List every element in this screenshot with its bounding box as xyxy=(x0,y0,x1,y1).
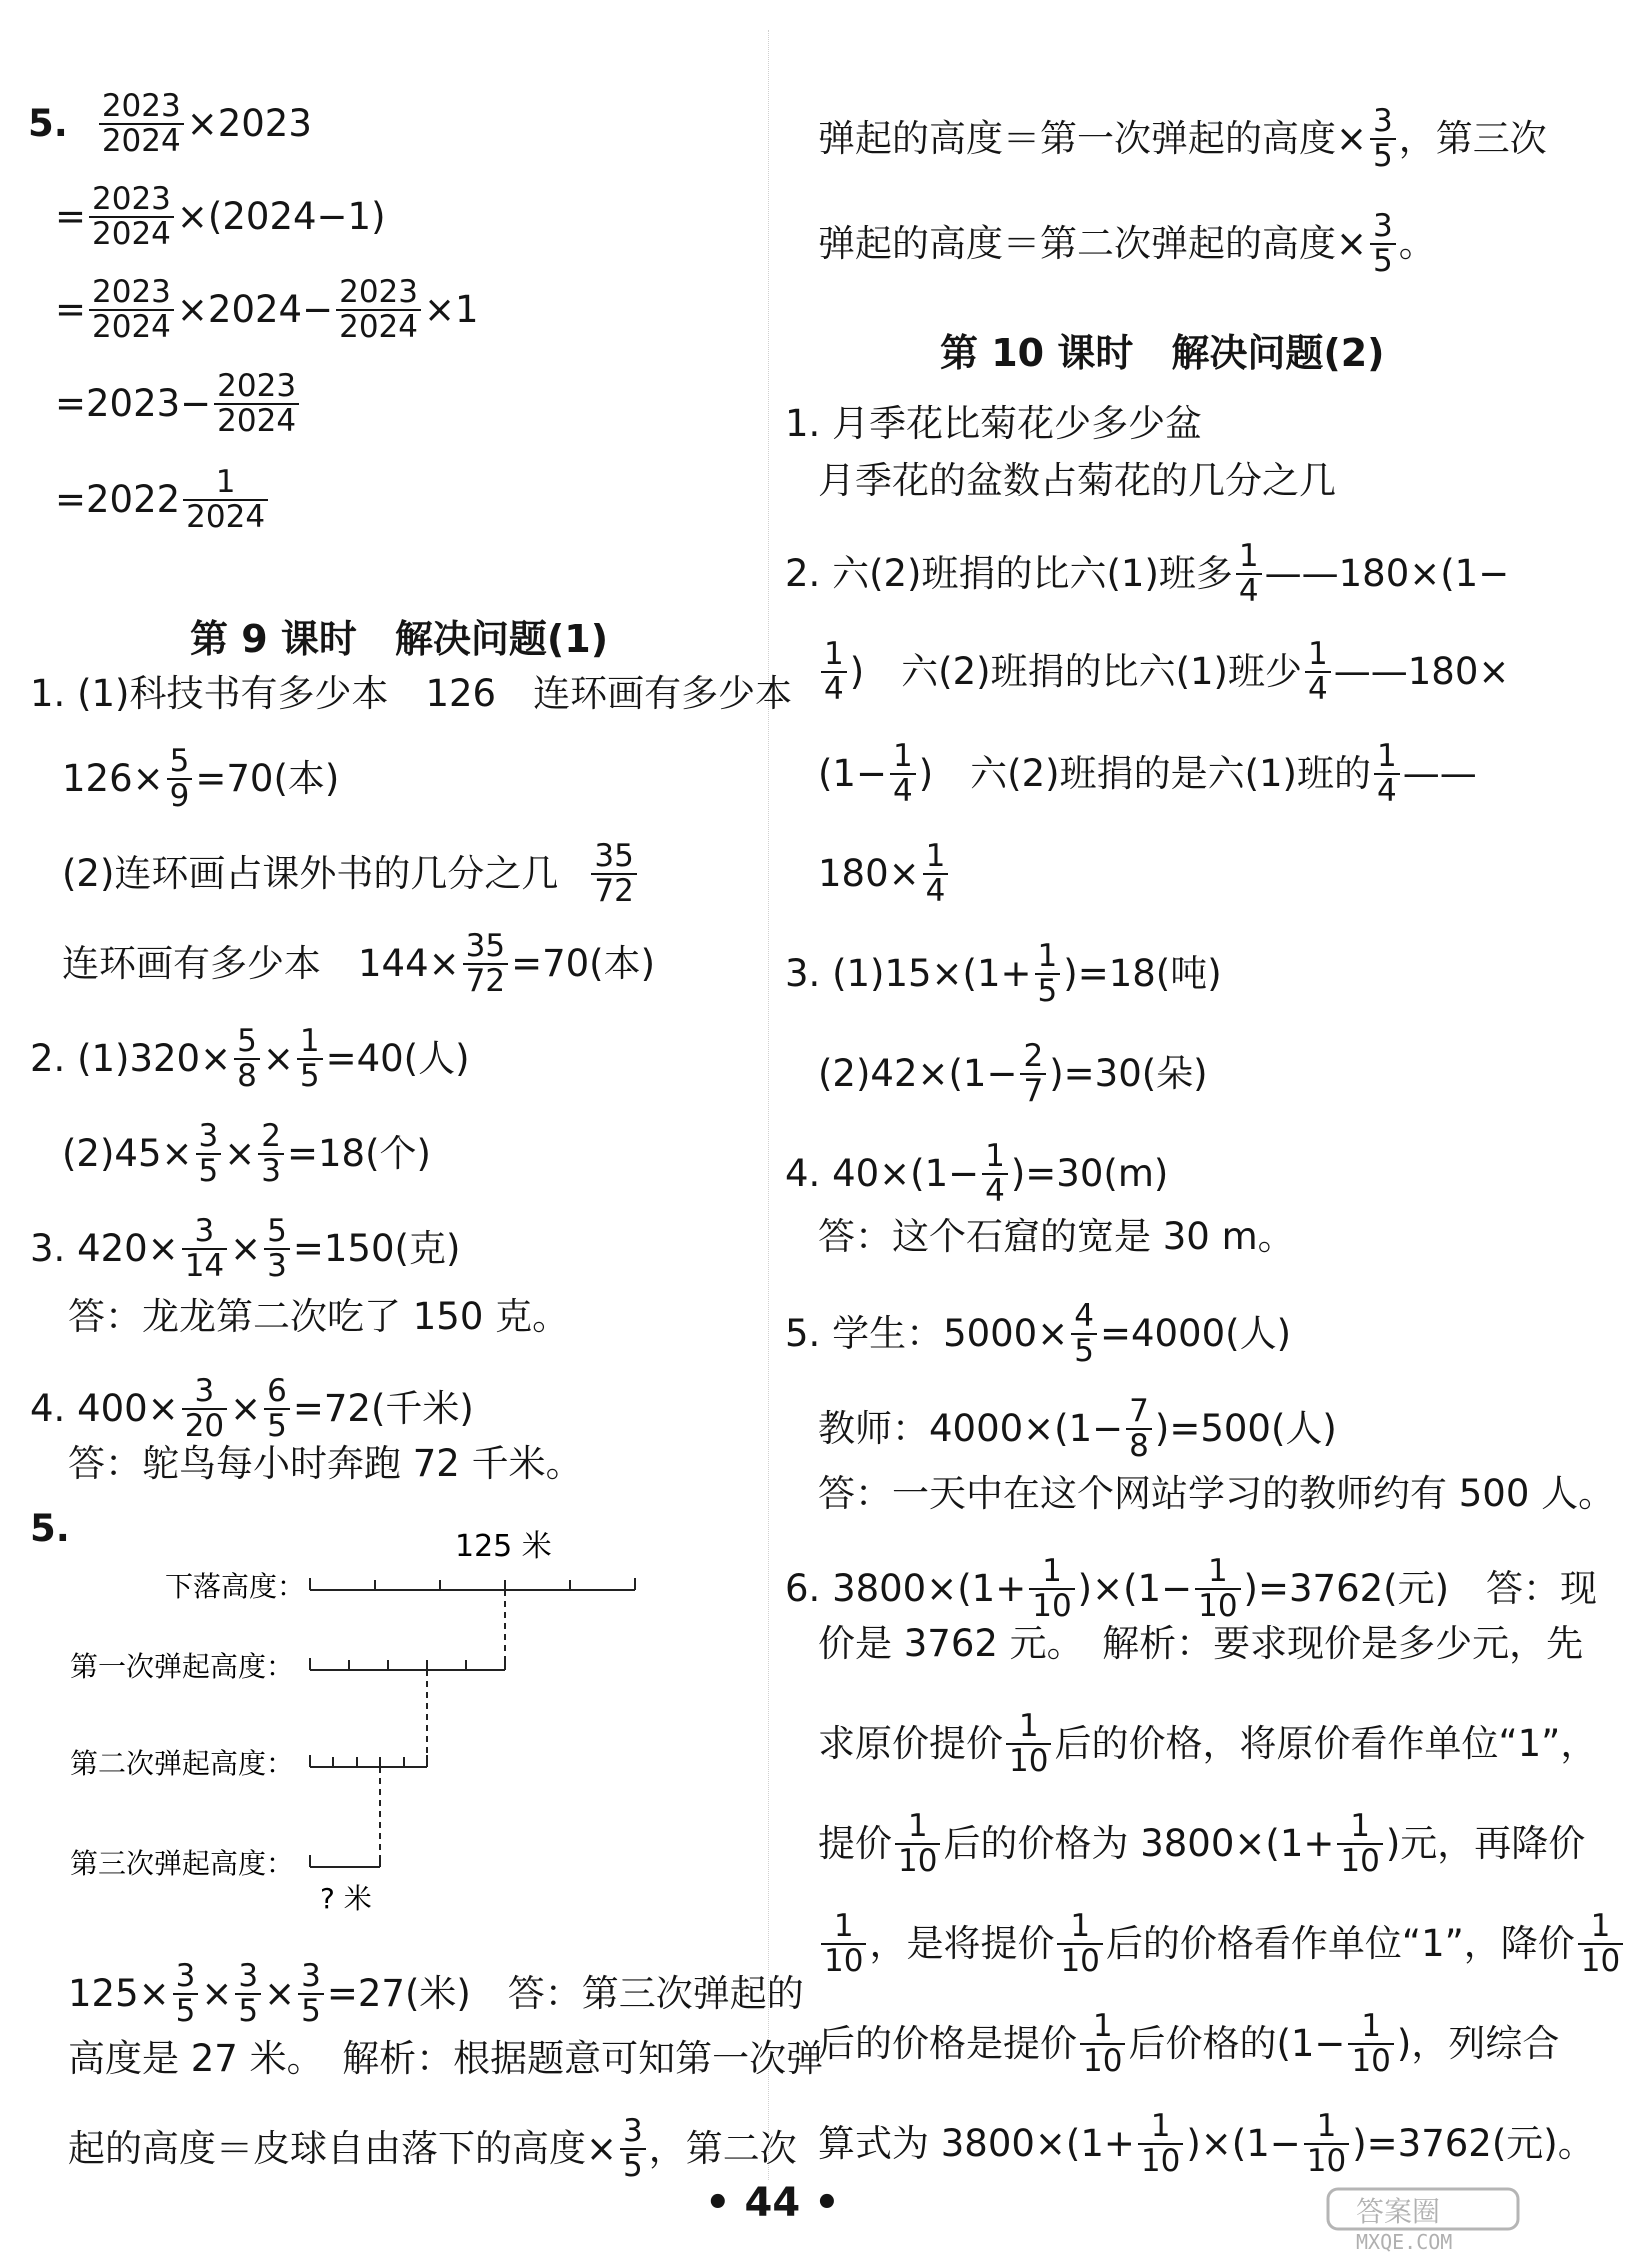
bounce-height-diagram xyxy=(70,1529,670,1915)
l9-q5-number: 5. xyxy=(30,1507,70,1550)
bounce-diagram-svg xyxy=(70,1529,670,1915)
column-divider xyxy=(768,30,769,2180)
l9-q2-line-1: 2. (1)320× $\frac{5}{8}$ × $\frac{1}{5}$ =40(人) xyxy=(30,1023,470,1094)
third-bounce-segment xyxy=(310,1855,380,1867)
l10-q2-line-1: 2. 六(2)班捐的比六(1)班多 1 4 ——180×(1− xyxy=(785,538,1510,609)
l9-q1-line-2: 126× $\frac{5}{9}$ =70(本) xyxy=(62,743,340,814)
l10-q5-answer: 答：一天中在这个网站学习的教师约有 500 人。 xyxy=(818,1472,1616,1515)
l9-q1-line-3: (2)连环画占课外书的几分之几 35 72 xyxy=(62,840,640,907)
l10-q6-line-4: 提价 1 10 后的价格为 3800×(1+ $\frac{1}{10}$ )元，再降价 xyxy=(818,1808,1586,1879)
q5-line-3: = $\frac{2023}{2024}$ ×2024− $\frac{2023}{2024}$ ×1 xyxy=(55,274,479,345)
svg-text:答案圈: 答案圈 xyxy=(1356,2195,1441,2228)
l10-q3-line-2: (2)42×(1− $\frac{2}{7}$ )=30(朵) xyxy=(818,1038,1208,1109)
r-line-2: 弹起的高度＝第二次弹起的高度× $\frac{3}{5}$ 。 xyxy=(818,208,1436,279)
l9-q2-line-2: (2)45× $\frac{3}{5}$ × $\frac{2}{3}$ =18(个) xyxy=(62,1118,431,1189)
q5-line-5: =2022 1 2024 xyxy=(55,466,271,533)
l9-q5-line-3: 起的高度＝皮球自由落下的高度× $\frac{3}{5}$ ，第二次 xyxy=(68,2113,797,2184)
q5-line-1: 5. $\frac{2023}{2024}$ ×2023 xyxy=(28,88,312,159)
second-bounce-segment xyxy=(310,1755,427,1767)
l10-q6-line-3: 求原价提价 1 10 后的价格，将原价看作单位“1”， xyxy=(818,1708,1598,1779)
q5-line-2: = $\frac{2023}{2024}$ ×(2024−1) xyxy=(55,181,386,252)
l9-q5-line-1: 125× $\frac{3}{5}$ × $\frac{3}{5}$ × $\frac{3}{5}$ =27(米) 答：第三次弹起的 xyxy=(68,1958,804,2029)
l10-q2-line-3: (1− $\frac{1}{4}$ ) 六(2)班捐的是六(1)班的 1 4 —— xyxy=(818,738,1477,809)
diagram-row-1-label: 下落高度： xyxy=(165,1570,306,1603)
watermark-svg xyxy=(1326,2185,1526,2255)
l9-q4-line-1: 4. 400× $\frac{3}{20}$ × $\frac{6}{5}$ =72(千米) xyxy=(30,1373,474,1444)
l10-q6-line-7: 算式为 3800×(1+ $\frac{1}{10}$ )×(1− $\frac{1}{10}$ )=3762(元)。 xyxy=(818,2108,1595,2179)
diagram-top-label: 125 米 xyxy=(455,1529,552,1564)
diagram-row-3-label: 第二次弹起高度： xyxy=(70,1747,295,1780)
diagram-row-4-label: 第三次弹起高度： xyxy=(70,1847,295,1880)
diagram-row-2-label: 第一次弹起高度： xyxy=(70,1650,295,1683)
l10-q6-line-1: 6. 3800×(1+ $\frac{1}{10}$ )×(1− $\frac{1}{10}$ )=3762(元) 答：现 xyxy=(785,1553,1598,1624)
l10-q2-line-4: 180× $\frac{1}{4}$ xyxy=(818,840,951,907)
l9-q3-line-1: 3. 420× $\frac{3}{14}$ × $\frac{5}{3}$ =150(克) xyxy=(30,1213,461,1284)
watermark-logo xyxy=(1326,2185,1526,2259)
l10-q3-line-1: 3. (1)15×(1+ $\frac{1}{5}$ )=18(吨) xyxy=(785,938,1222,1009)
l10-q2-line-2: 1 4 ) 六(2)班捐的比六(1)班少 1 4 ——180× xyxy=(818,638,1509,705)
l10-q4-answer: 答：这个石窟的宽是 30 m。 xyxy=(818,1215,1295,1258)
page-number: • 44 • xyxy=(705,2180,840,2226)
lesson10-title: 第 10 课时 解决问题(2) xyxy=(940,331,1385,375)
l10-q4-line-1: 4. 40×(1− $\frac{1}{4}$ )=30(m) xyxy=(785,1138,1169,1209)
l9-q4-answer: 答：鸵鸟每小时奔跑 72 千米。 xyxy=(68,1442,583,1485)
l10-q5-line-1: 5. 学生：5000× $\frac{4}{5}$ =4000(人) xyxy=(785,1298,1292,1369)
l10-q5-line-2: 教师：4000×(1− $\frac{7}{8}$ )=500(人) xyxy=(818,1393,1337,1464)
l9-q3-answer: 答：龙龙第二次吃了 150 克。 xyxy=(68,1295,570,1338)
r-line-1: 弹起的高度＝第一次弹起的高度× $\frac{3}{5}$ ，第三次 xyxy=(818,103,1547,174)
l10-q1-line-2: 月季花的盆数占菊花的几分之几 xyxy=(818,459,1336,502)
q5-line-4: =2023− $\frac{2023}{2024}$ xyxy=(55,370,302,437)
l10-q1-line-1: 1. 月季花比菊花少多少盆 xyxy=(785,402,1203,445)
l10-q6-line-5: 1 10 ，是将提价 1 10 后的价格看作单位“1”，降价 1 10 xyxy=(818,1910,1626,1977)
diagram-bottom-label: ? 米 xyxy=(320,1882,372,1915)
l10-q6-line-2: 价是 3762 元。 解析：要求现价是多少元，先 xyxy=(818,1622,1584,1665)
lesson9-title: 第 9 课时 解决问题(1) xyxy=(190,617,609,661)
l9-q5-line-2: 高度是 27 米。 解析：根据题意可知第一次弹 xyxy=(68,2037,824,2080)
svg-text:MXQE.COM: MXQE.COM xyxy=(1356,2230,1453,2254)
l9-q1-line-1: 1. (1)科技书有多少本 126 连环画有多少本 xyxy=(30,672,793,715)
l9-q1-line-4: 连环画有多少本 144× $\frac{35}{72}$ =70(本) xyxy=(62,928,656,999)
drop-height-segment xyxy=(310,1578,635,1590)
first-bounce-segment xyxy=(310,1658,505,1670)
l10-q6-line-6: 后的价格是提价 1 10 后价格的(1− $\frac{1}{10}$ )，列综合 xyxy=(818,2008,1560,2079)
